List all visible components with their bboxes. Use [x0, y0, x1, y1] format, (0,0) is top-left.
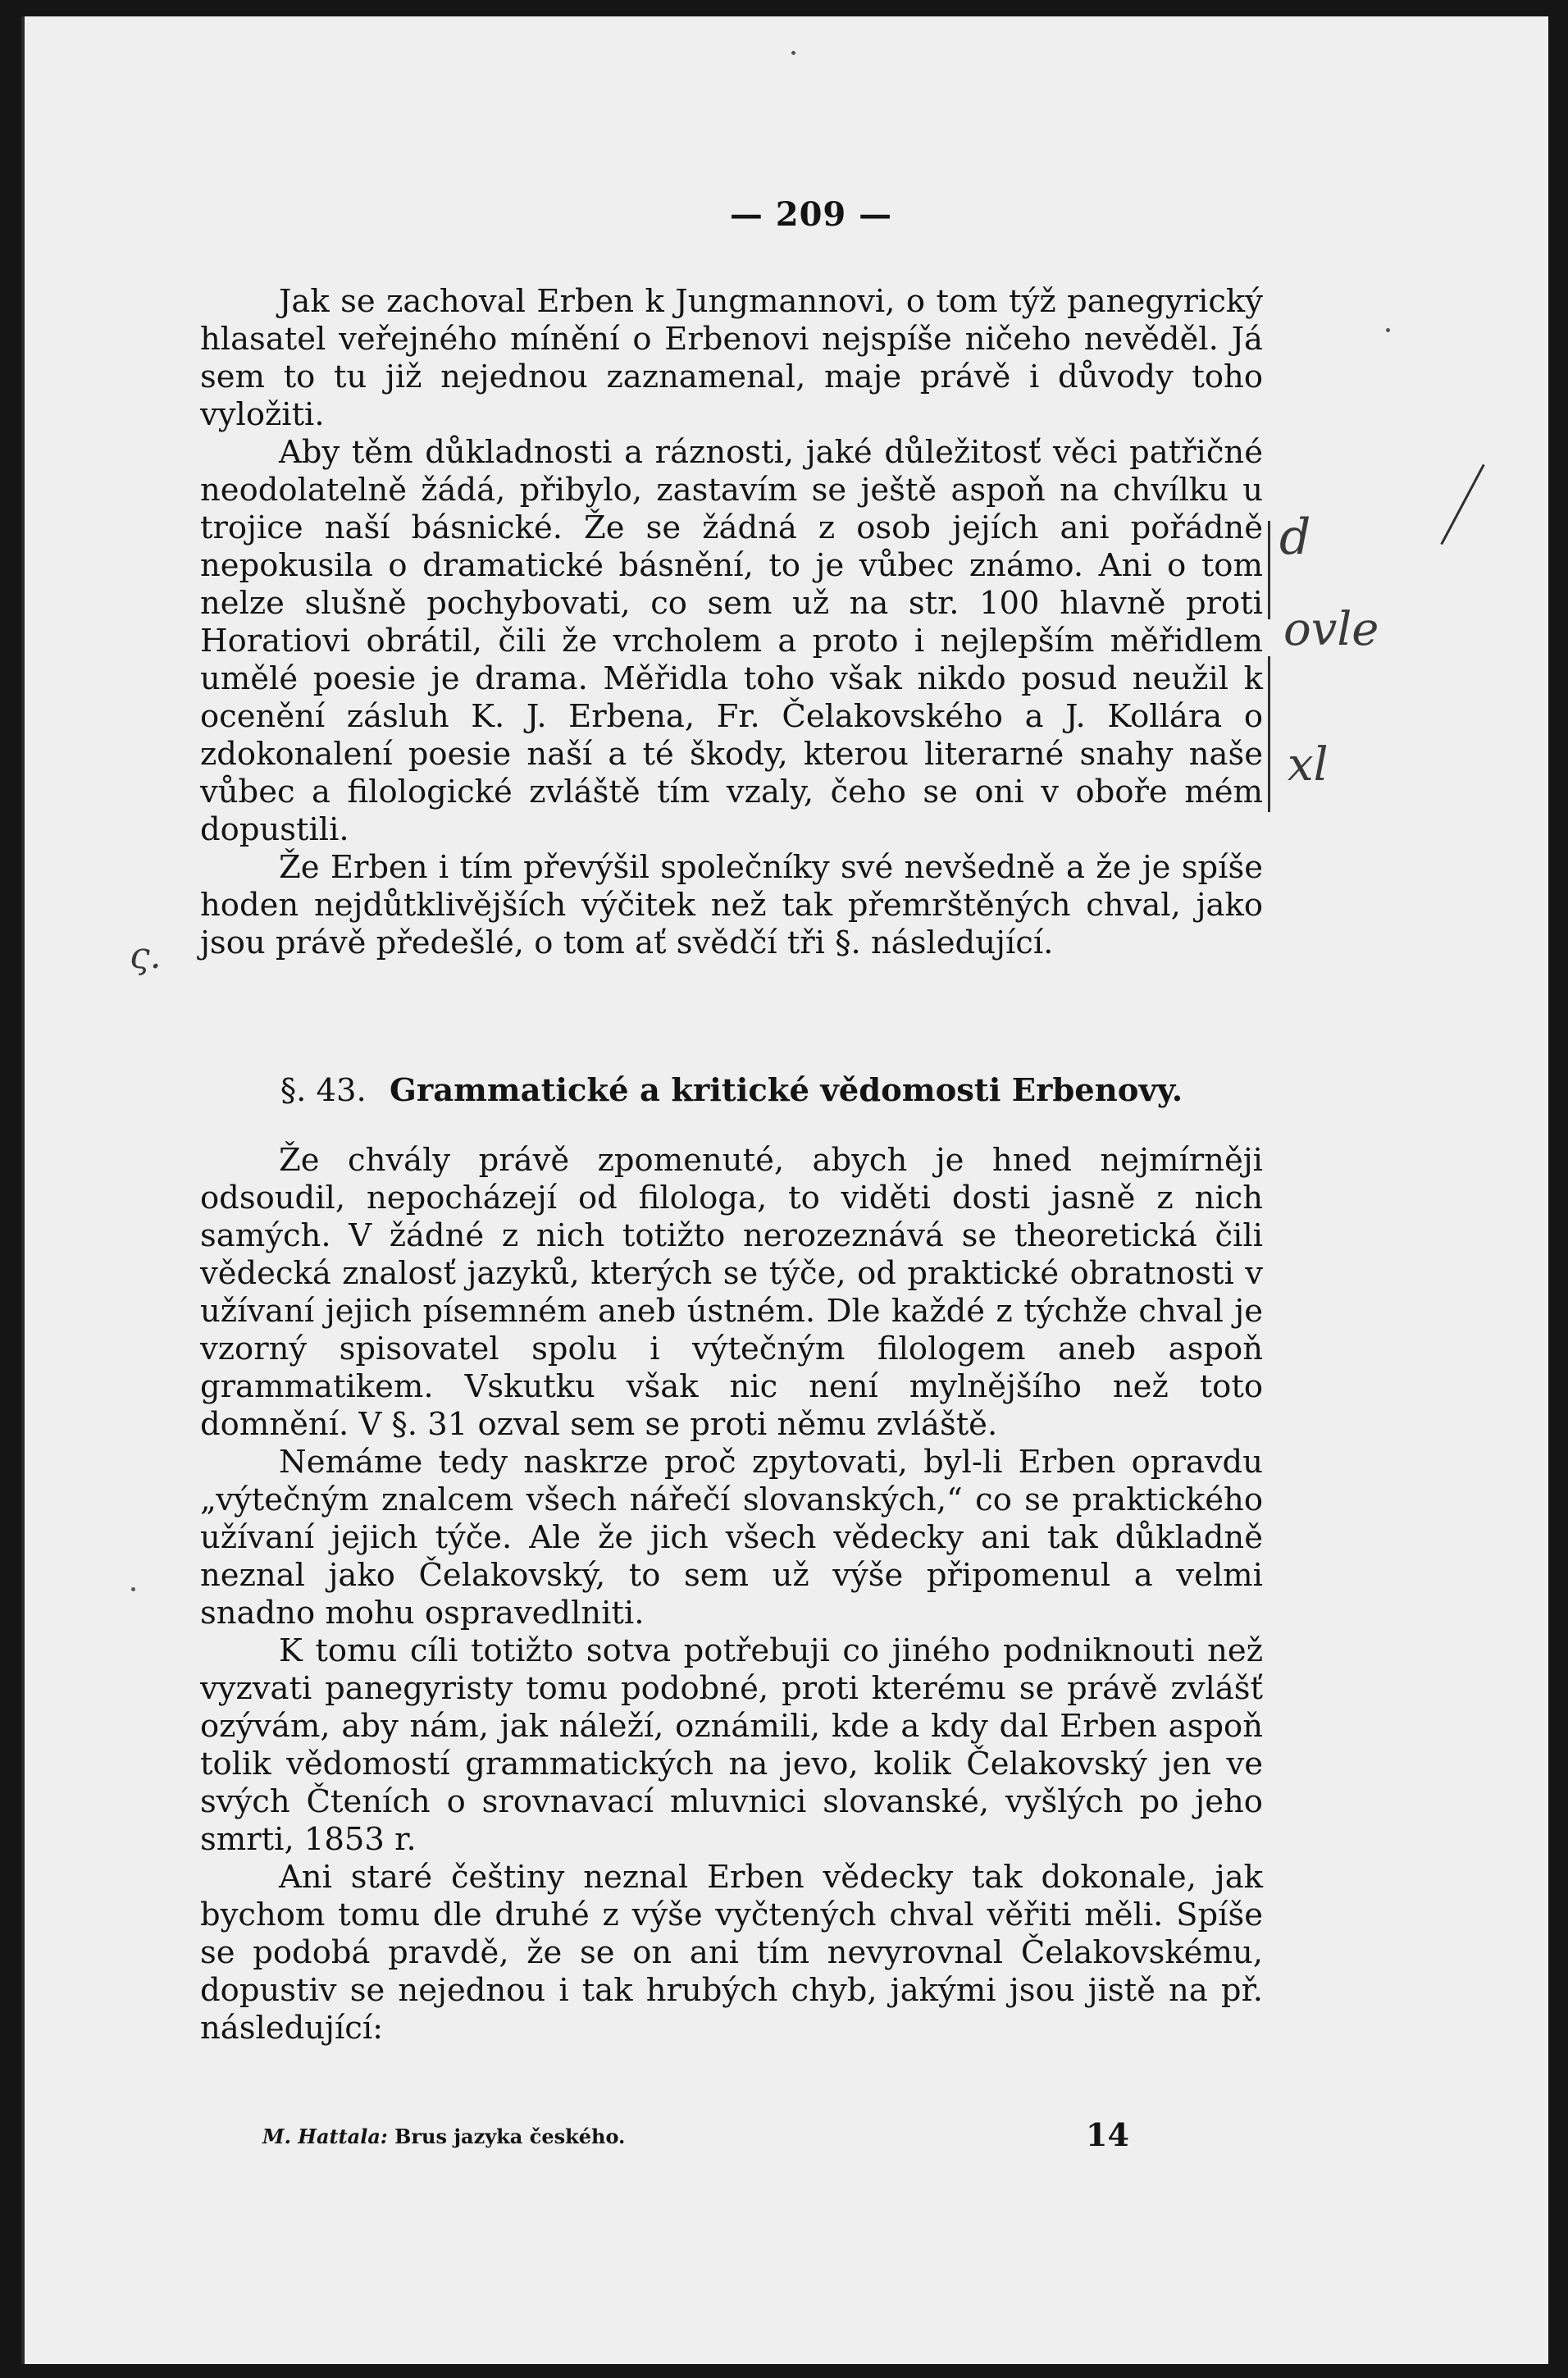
footer-book: Brus jazyka českého.: [394, 2125, 626, 2148]
speck: [791, 51, 795, 55]
margin-stroke: [1440, 464, 1484, 545]
section-title: Grammatické a kritické vědomosti Erbenovy.: [390, 1072, 1183, 1109]
margin-line: [1268, 521, 1270, 619]
speck: [131, 1587, 135, 1591]
margin-note: ς.: [130, 935, 162, 977]
paragraph: Že chvály právě zpomenuté, abych je hned nejmírněji odsoudil, nepocházejí od filologa, to viděti dosti jasně z nich samých. V žádné z nich totižto nerozeznává se theoretická čili vědecká znalosť jazyků, kterých se týče, od praktické obratnosti v užívaní jejich písemném aneb ústném. Dle každé z týchže chval je vzorný spisovatel spolu i výtečným filologem aneb aspoň grammatikem. Vskutku však nic není mylnějšího než toto domnění. V §. 31 ozval sem se proti němu zvláště.: [200, 1142, 1263, 1443]
page-number: — 209 —: [729, 195, 893, 234]
paragraph: Jak se zachoval Erben k Jungmannovi, o tom týž panegyrický hlasatel veřejného mínění o Erbenovi nejspíše ničeho nevěděl. Já sem to tu již nejednou zaznamenal, maje právě i důvody toho vyložiti.: [200, 283, 1263, 433]
footer-author: M. Hattala:: [262, 2125, 388, 2148]
section-number: §. 43.: [280, 1072, 367, 1109]
paragraph: Že Erben i tím převýšil společníky své nevšedně a že je spíše hoden nejdůtklivějších výčitek než tak přemrštěných chval, jako jsou právě předešlé, o tom ať svědčí tři §. následující.: [200, 849, 1263, 961]
signature-mark: 14: [1086, 2116, 1129, 2153]
paragraph: K tomu cíli totižto sotva potřebuji co jiného podniknouti než vyzvati panegyristy tomu podobné, proti kterému se právě zvlášť ozývám, aby nám, jak náleží, oznámili, kde a kdy dal Erben aspoň tolik vědomostí grammatických na jevo, kolik Čelakovský jen ve svých Čteních o srovnavací mluvnici slovanské, vyšlých po jeho smrti, 1853 r.: [200, 1632, 1263, 1858]
footer-citation: [262, 2125, 625, 2148]
margin-note: ovle: [1283, 603, 1379, 656]
text-block-bottom: [200, 1142, 1263, 2047]
section-heading: [200, 1072, 1263, 1110]
book-page: [21, 16, 1548, 2364]
speck: [1386, 328, 1390, 332]
margin-line: [1268, 656, 1270, 812]
text-block-top: [200, 283, 1263, 962]
paragraph: Nemáme tedy naskrze proč zpytovati, byl-li Erben opravdu „výtečným znalcem všech nářečí slovanských,“ co se praktického užívaní jejich týče. Ale že jich všech vědecky ani tak důkladně neznal jako Čelakovský, to sem už výše připomenul a velmi snadno mohu ospravedlniti.: [200, 1444, 1263, 1632]
margin-note: xl: [1288, 738, 1329, 792]
paragraph: Ani staré češtiny neznal Erben vědecky tak dokonale, jak bychom tomu dle druhé z výše vyčtených chval věřiti měli. Spíše se podobá pravdě, že se on ani tím nevyrovnal Čelakovskému, dopustiv se nejednou i tak hrubých chyb, jakými jsou jistě na př. následující:: [200, 1859, 1263, 2047]
margin-note: d: [1279, 509, 1311, 566]
paragraph: Aby těm důkladnosti a ráznosti, jaké důležitosť věci patřičné neodolatelně žádá, přibylo, zastavím se ještě aspoň na chvílku u trojice naší básnické. Že se žádná z osob jejích ani pořádně nepokusila o dramatické básnění, to je vůbec známo. Ani o tom nelze slušně pochybovati, co sem už na str. 100 hlavně proti Horatiovi obrátil, čili že vrcholem a proto i nejlepším měřidlem umělé poesie je drama. Měřidla toho však nikdo posud neužil k ocenění zásluh K. J. Erbena, Fr. Čelakovského a J. Kollára o zdokonalení poesie naší a té škody, kterou literarné snahy naše vůbec a filologické zvláště tím vzaly, čeho se oni v oboře mém dopustili.: [200, 434, 1263, 848]
